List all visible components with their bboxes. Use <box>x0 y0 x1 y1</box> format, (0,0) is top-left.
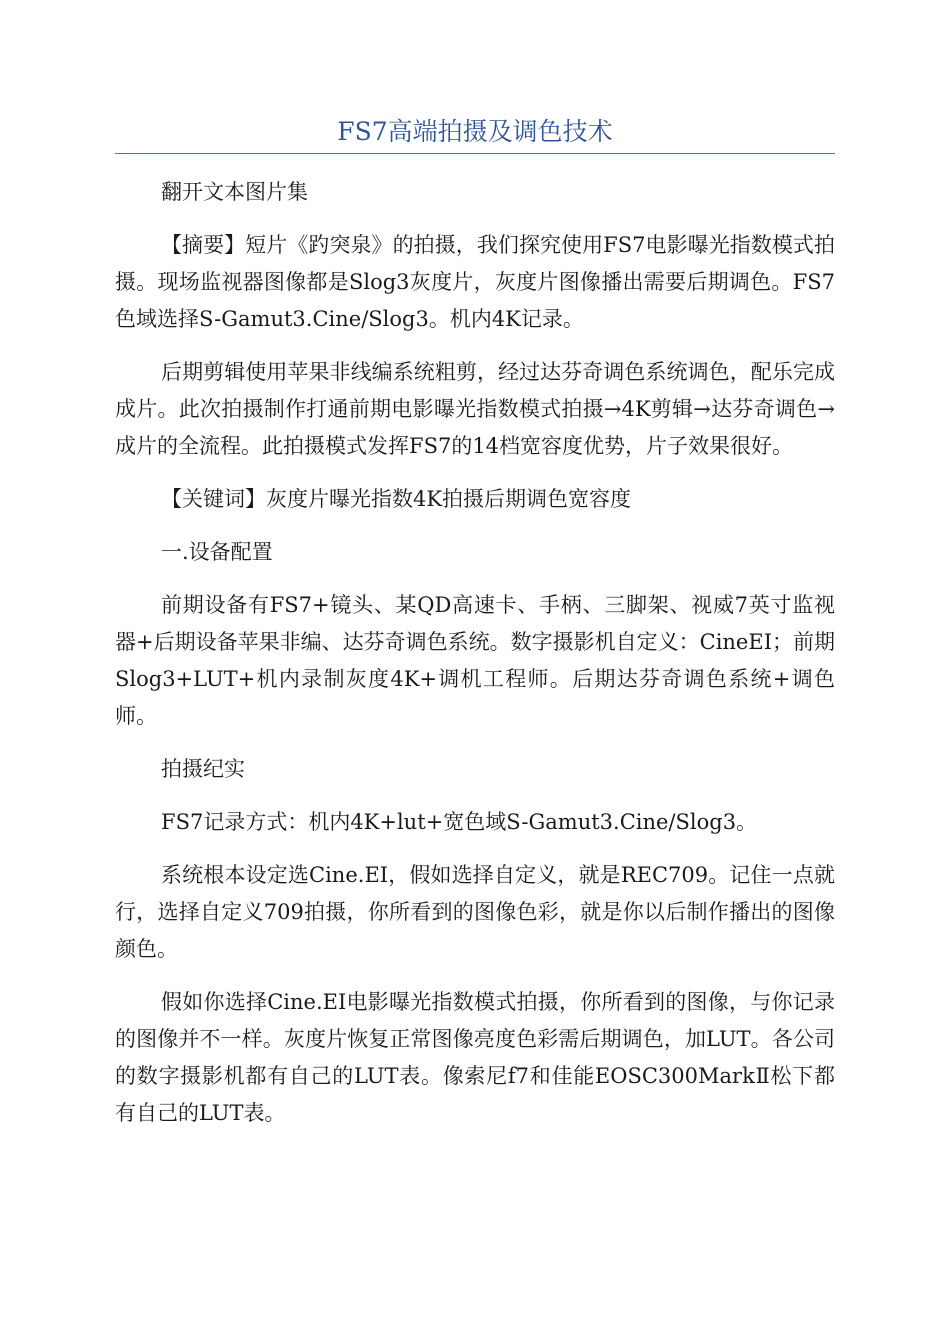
title-underline <box>115 153 835 154</box>
document-body <box>115 174 835 1148</box>
paragraph-keywords: 【关键词】灰度片曝光指数4K拍摄后期调色宽容度 <box>161 487 632 511</box>
paragraph-recording-mode: FS7记录方式：机内4K+lut+宽色域S-Gamut3.Cine/Slog3。 <box>161 810 758 834</box>
section-heading-equipment: 一.设备配置 <box>161 540 273 564</box>
paragraph-equipment: 前期设备有FS7+镜头、某QD高速卡、手柄、三脚架、视威7英寸监视器+后期设备苹果非编、达芬奇调色系统。数字摄影机自定义：CineEI；前期Slog3+LUT+机内录制灰度4K+调机工程师。后期达芬奇调色系统+调色师。 <box>115 593 835 728</box>
paragraph-subtitle: 翻开文本图片集 <box>161 180 308 204</box>
paragraph-cine-ei: 假如你选择Cine.EI电影曝光指数模式拍摄，你所看到的图像，与你记录的图像并不一样。灰度片恢复正常图像亮度色彩需后期调色，加LUT。各公司的数字摄影机都有自己的LUT表。像索尼f7和佳能EOSC300MarkⅡ松下都有自己的LUT表。 <box>115 990 835 1125</box>
paragraph-postproduction: 后期剪辑使用苹果非线编系统粗剪，经过达芬奇调色系统调色，配乐完成成片。此次拍摄制作打通前期电影曝光指数模式拍摄→4K剪辑→达芬奇调色→成片的全流程。此拍摄模式发挥FS7的14档宽容度优势，片子效果很好。 <box>115 360 835 458</box>
paragraph-system-setting: 系统根本设定选Cine.EI，假如选择自定义，就是REC709。记住一点就行，选择自定义709拍摄，你所看到的图像色彩，就是你以后制作播出的图像颜色。 <box>115 863 835 961</box>
section-heading-shooting: 拍摄纪实 <box>161 757 245 781</box>
document-title: FS7高端拍摄及调色技术 <box>337 117 613 146</box>
paragraph-abstract: 【摘要】短片《趵突泉》的拍摄，我们探究使用FS7电影曝光指数模式拍摄。现场监视器图像都是Slog3灰度片，灰度片图像播出需要后期调色。FS7色域选择S-Gamut3.Cine/Slog3。机内4K记录。 <box>115 233 835 331</box>
